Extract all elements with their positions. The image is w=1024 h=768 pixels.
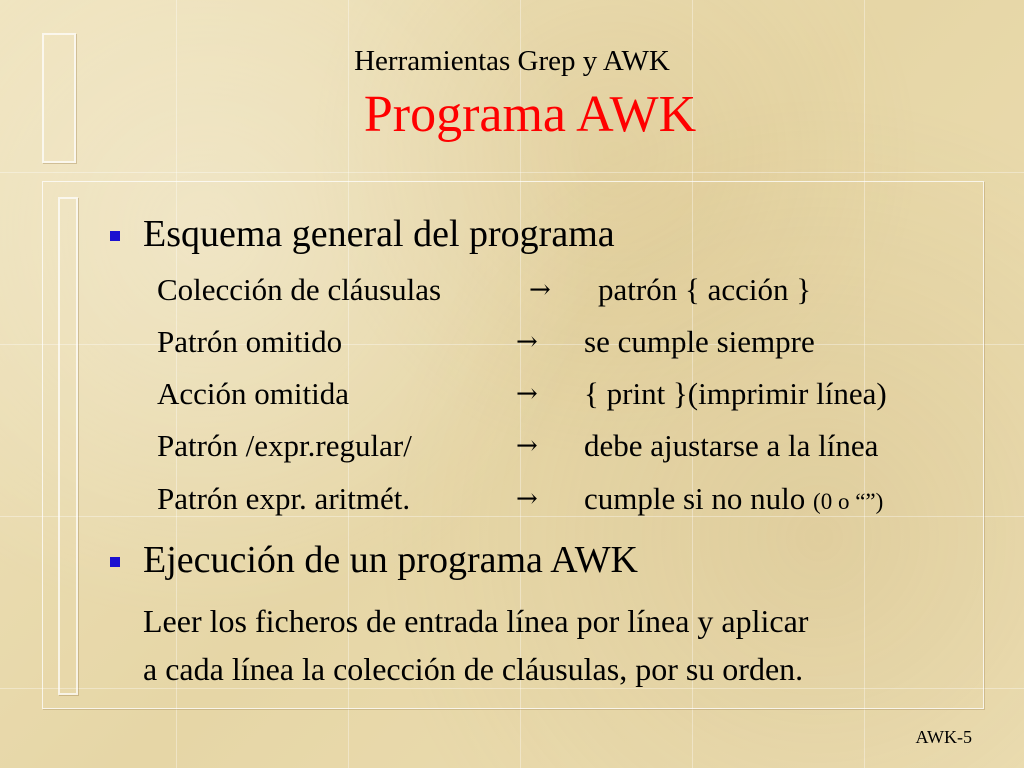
right-arrow-icon: → [516, 327, 538, 357]
clause-right-group [584, 480, 883, 521]
bullet-square-icon [110, 557, 120, 567]
content-decoration-bar [58, 197, 78, 695]
right-arrow-icon: → [529, 275, 551, 305]
clause-left: Patrón omitido [157, 324, 343, 359]
slide-subtitle: Herramientas Grep y AWK [354, 45, 670, 77]
slide-title: Programa AWK [363, 86, 697, 143]
slide-number: AWK-5 [915, 727, 972, 747]
clause-right: debe ajustarse a la línea [584, 428, 879, 463]
bullet-heading: Esquema general del programa [143, 213, 615, 255]
clause-left: Colección de cláusulas [157, 272, 442, 307]
clause-right: se cumple siempre [584, 324, 815, 359]
clause-right: { print }(imprimir línea) [584, 376, 887, 411]
clause-left: Acción omitida [157, 376, 349, 411]
clause-note: (0 o “”) [813, 489, 884, 514]
right-arrow-icon: → [516, 484, 538, 514]
bullet-square-icon [110, 231, 120, 241]
paragraph-line: a cada línea la colección de cláusulas, por su orden. [143, 651, 804, 687]
clause-right: patrón { acción } [598, 272, 812, 307]
right-arrow-icon: → [516, 379, 538, 409]
clause-right: cumple si no nulo [584, 481, 806, 516]
background-seam [0, 172, 1024, 173]
clause-left: Patrón expr. aritmét. [157, 481, 411, 516]
clause-left: Patrón /expr.regular/ [157, 428, 412, 463]
bullet-heading: Ejecución de un programa AWK [143, 539, 639, 581]
right-arrow-icon: → [516, 431, 538, 461]
paragraph-line: Leer los ficheros de entrada línea por línea y aplicar [143, 603, 809, 639]
